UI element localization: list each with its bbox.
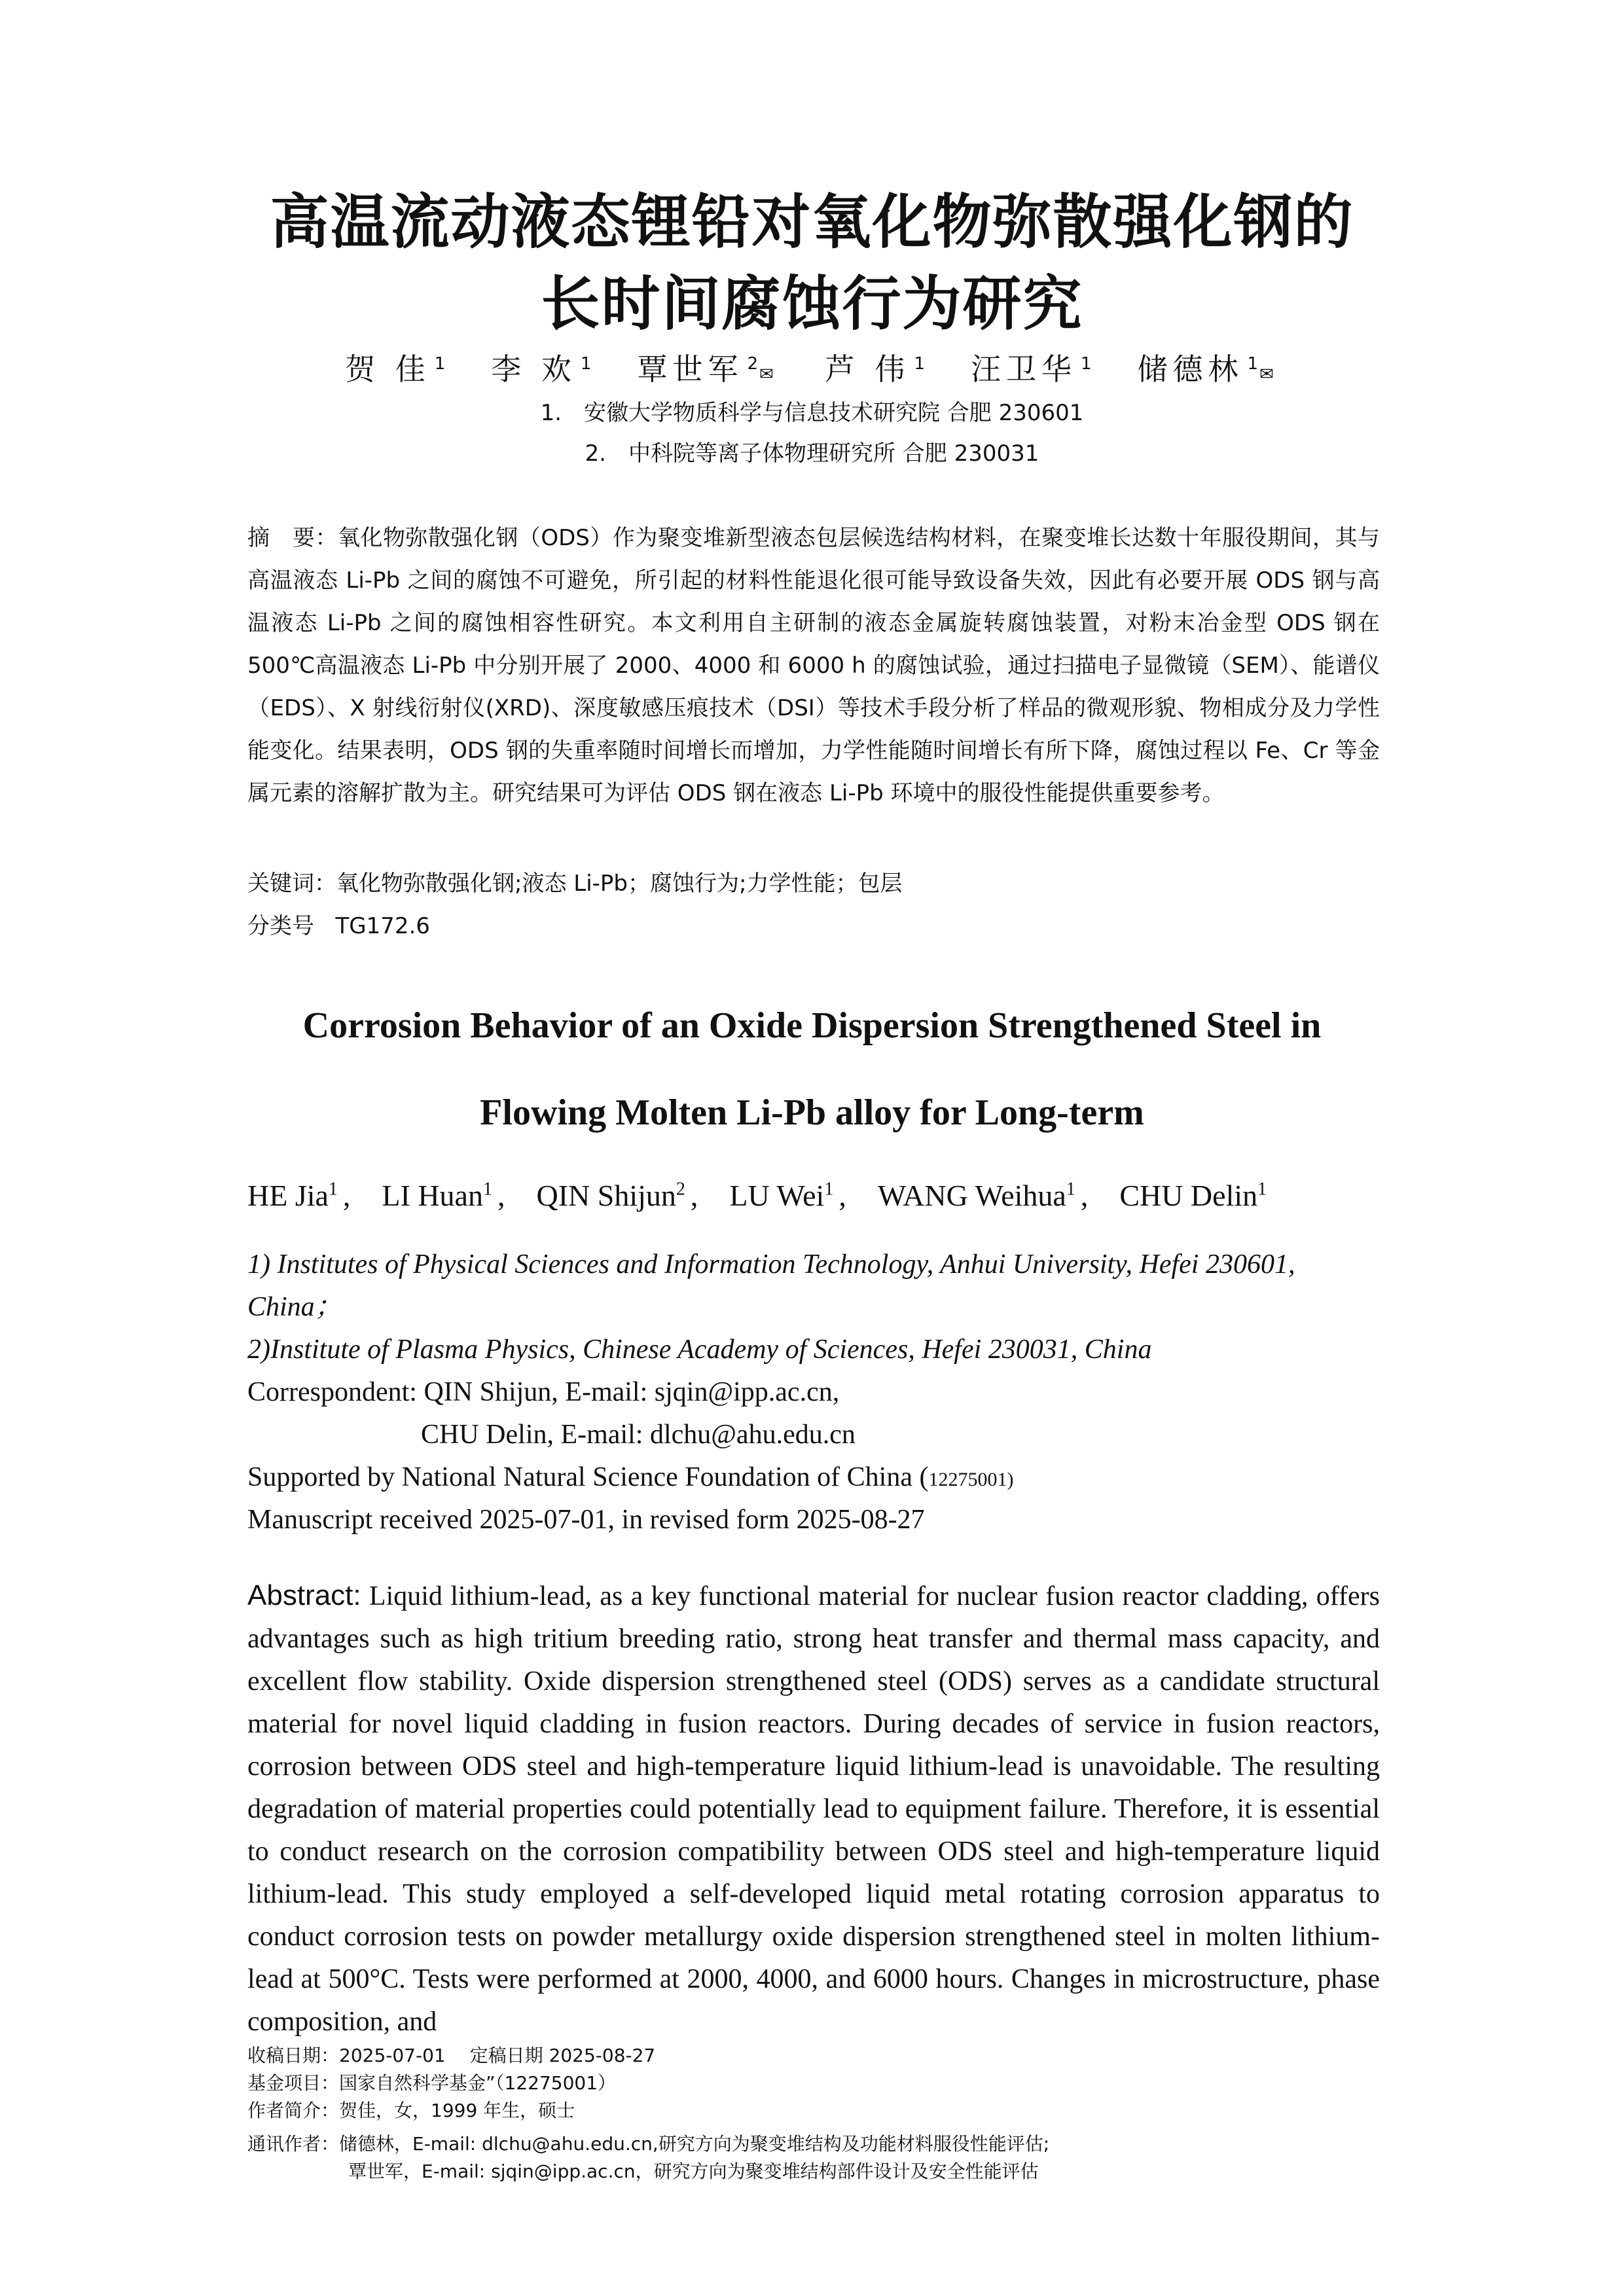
cn-keywords-label: 关键词： bbox=[247, 870, 336, 897]
cn-author bbox=[491, 351, 591, 387]
cn-author-name: 覃世军 bbox=[637, 351, 744, 387]
footnote-dates: 收稿日期：2025-07-01 定稿日期 2025-08-27 bbox=[247, 2045, 656, 2066]
correspondent-line-2: CHU Delin, E-mail: dlchu@ahu.edu.cn bbox=[421, 1420, 856, 1450]
en-author-separator: , bbox=[1080, 1179, 1089, 1212]
cn-affiliation-1: 1. 安徽大学物质科学与信息技术研究院 合肥 230601 bbox=[540, 400, 1084, 426]
footnote-corresponding-2: 覃世军，E-mail: sjqin@ipp.ac.cn，研究方向为聚变堆结构部件设计及安全性能评估 bbox=[348, 2161, 1039, 2182]
cn-author-list bbox=[0, 346, 1624, 389]
en-author-list bbox=[247, 1178, 1303, 1213]
en-author-name: CHU Delin bbox=[1119, 1179, 1258, 1212]
cn-affiliation-2: 2. 中科院等离子体物理研究所 合肥 230031 bbox=[585, 440, 1039, 467]
en-title-line-2: Flowing Molten Li-Pb alloy for Long-term bbox=[480, 1092, 1144, 1133]
en-author bbox=[729, 1179, 846, 1212]
en-author bbox=[1119, 1179, 1272, 1212]
footnote-bio: 作者简介：贺佳，女，1999 年生，硕士 bbox=[247, 2100, 575, 2121]
cn-abstract-label: 摘 要： bbox=[247, 525, 338, 551]
en-author-affiliation-mark: 1 bbox=[1066, 1179, 1075, 1200]
en-author-name: LU Wei bbox=[729, 1179, 825, 1212]
en-author-name: LI Huan bbox=[382, 1179, 483, 1212]
funding-text: Supported by National Natural Science Foundation of China ( bbox=[247, 1462, 929, 1492]
en-abstract-label: Abstract: bbox=[247, 1579, 361, 1611]
cn-author bbox=[1138, 351, 1279, 387]
en-author-affiliation-mark: 1 bbox=[1257, 1179, 1267, 1200]
en-author-name: WANG Weihua bbox=[877, 1179, 1066, 1212]
cn-author-affiliation-mark: 1 bbox=[1247, 353, 1259, 374]
en-affiliation-1: 1) Institutes of Physical Sciences and Information Technology, Anhui University, Hefei 230601, bbox=[247, 1249, 1295, 1280]
en-author bbox=[382, 1179, 505, 1212]
cn-author-name: 李 欢 bbox=[491, 351, 577, 387]
cn-author-name: 贺 佳 bbox=[345, 351, 431, 387]
cn-classification-label: 分类号 bbox=[247, 913, 314, 939]
en-author-affiliation-mark: 2 bbox=[676, 1179, 685, 1200]
cn-author-affiliation-mark: 1 bbox=[580, 353, 592, 374]
footnote-fund: 基金项目：国家自然科学基金”（12275001） bbox=[247, 2072, 617, 2094]
cn-author-affiliation-mark: 1 bbox=[434, 353, 446, 374]
en-abstract-text: Liquid lithium-lead, as a key functional material for nuclear fusion reactor cladding, offers advantages such as high tritium breeding ratio, strong heat transfer and thermal mass capacity, and excellent flow stability. Oxide dispersion strengthened steel (ODS) serves as a candidate structural material for novel liquid cladding in fusion reactors. During decades of service in fusion reactors, corrosion between ODS steel and high-temperature liquid lithium-lead is unavoidable. The resulting degradation of material properties could potentially lead to equipment failure. Therefore, it is essential to conduct research on the corrosion compatibility between ODS steel and high-temperature liquid lithium-lead. This study employed a self-developed liquid metal rotating corrosion apparatus to conduct corrosion tests on powder metallurgy oxide dispersion strengthened steel in molten lithium-lead at 500°C. Tests were performed at 2000, 4000, and 6000 hours. Changes in microstructure, phase composition, and bbox=[247, 1581, 1380, 2037]
en-author-separator: , bbox=[342, 1179, 351, 1212]
en-affiliation-1-cont: China； bbox=[247, 1292, 342, 1322]
cn-classification-code: TG172.6 bbox=[335, 913, 430, 939]
en-author-name: HE Jia bbox=[247, 1179, 329, 1212]
cn-classification bbox=[247, 908, 430, 940]
en-author bbox=[536, 1179, 698, 1212]
cn-keywords-text: 氧化物弥散强化钢;液态 Li-Pb；腐蚀行为;力学性能；包层 bbox=[336, 870, 903, 897]
en-author-separator: , bbox=[690, 1179, 698, 1212]
cn-author bbox=[825, 351, 925, 387]
en-affiliation-2: 2)Institute of Plasma Physics, Chinese Academy of Sciences, Hefei 230031, China bbox=[247, 1335, 1152, 1365]
mail-icon: ✉ bbox=[1259, 365, 1279, 384]
funding-grant: 12275001) bbox=[928, 1469, 1014, 1490]
cn-keywords bbox=[247, 865, 902, 897]
cn-author bbox=[971, 351, 1092, 387]
en-author bbox=[878, 1179, 1089, 1212]
en-title-line-1: Corrosion Behavior of an Oxide Dispersion Strengthened Steel in bbox=[302, 1005, 1322, 1046]
cn-author-affiliation-mark: 1 bbox=[914, 353, 925, 374]
correspondent-line-1: Correspondent: QIN Shijun, E-mail: sjqin@ipp.ac.cn, bbox=[247, 1377, 840, 1407]
mail-icon: ✉ bbox=[759, 365, 779, 384]
cn-abstract-text: 氧化物弥散强化钢（ODS）作为聚变堆新型液态包层候选结构材料，在聚变堆长达数十年服役期间，其与高温液态 Li-Pb 之间的腐蚀不可避免，所引起的材料性能退化很可能导致设备失效，因此有必要开展 ODS 钢与高温液态 Li-Pb 之间的腐蚀相容性研究。本文利用自主研制的液态金属旋转腐蚀装置，对粉末冶金型 ODS 钢在 500℃高温液态 Li-Pb 中分别开展了 2000、4000 和 6000 h 的腐蚀试验，通过扫描电子显微镜（SEM）、能谱仪（EDS）、X 射线衍射仪(XRD)、深度敏感压痕技术（DSI）等技术手段分析了样品的微观形貌、物相成分及力学性能变化。结果表明，ODS 钢的失重率随时间增长而增加，力学性能随时间增长有所下降，腐蚀过程以 Fe、Cr 等金属元素的溶解扩散为主。研究结果可为评估 ODS 钢在液态 Li-Pb 环境中的服役性能提供重要参考。 bbox=[247, 525, 1380, 806]
cn-author bbox=[345, 351, 445, 387]
cn-title-line-1: 高温流动液态锂铅对氧化物弥散强化钢的 bbox=[270, 188, 1354, 257]
cn-author-name: 芦 伟 bbox=[824, 351, 911, 387]
en-author-affiliation-mark: 1 bbox=[824, 1179, 834, 1200]
cn-author-name: 汪卫华 bbox=[970, 351, 1077, 387]
cn-author-affiliation-mark: 2 bbox=[747, 353, 759, 374]
cn-author bbox=[637, 351, 778, 387]
footnote-corresponding-1: 通讯作者：储德林，E-mail: dlchu@ahu.edu.cn,研究方向为聚变堆结构及功能材料服役性能评估; bbox=[247, 2133, 1050, 2155]
en-author-affiliation-mark: 1 bbox=[328, 1179, 338, 1200]
cn-title-line-2: 长时间腐蚀行为研究 bbox=[541, 270, 1083, 338]
en-abstract bbox=[247, 1574, 1380, 2043]
en-author-name: QIN Shijun bbox=[536, 1179, 676, 1212]
en-author-separator: , bbox=[497, 1179, 505, 1212]
en-author bbox=[247, 1179, 350, 1212]
en-author-affiliation-mark: 1 bbox=[482, 1179, 492, 1200]
cn-author-affiliation-mark: 1 bbox=[1080, 353, 1092, 374]
manuscript-dates: Manuscript received 2025-07-01, in revised form 2025-08-27 bbox=[247, 1505, 925, 1535]
funding-line bbox=[247, 1456, 1013, 1501]
en-author-separator: , bbox=[839, 1179, 846, 1212]
cn-author-name: 储德林 bbox=[1137, 351, 1244, 387]
cn-abstract bbox=[247, 517, 1380, 815]
